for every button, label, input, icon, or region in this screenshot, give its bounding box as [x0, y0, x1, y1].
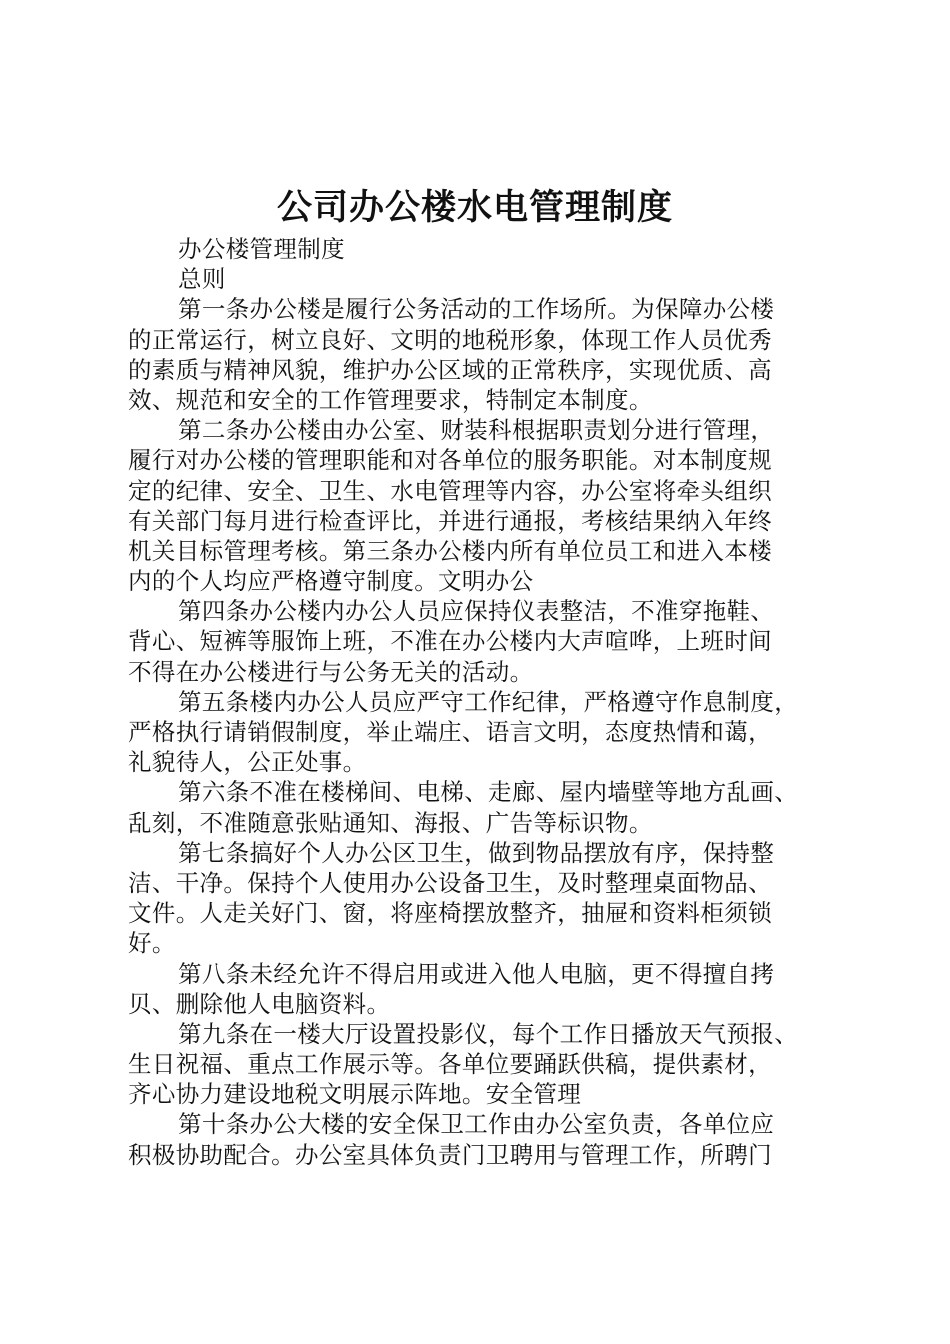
text-line: 办公楼管理制度: [178, 235, 345, 263]
text-line: 齐心协力建设地税文明展示阵地。安全管理: [128, 1080, 582, 1109]
document-body: [128, 234, 848, 1170]
text-line: 第八条未经允许不得启用或进入他人电脑，更不得擅自拷: [178, 959, 775, 988]
text-line: 的正常运行，树立良好、文明的地税形象，体现工作人员优秀: [128, 325, 772, 354]
text-line: 效、规范和安全的工作管理要求，特制定本制度。: [128, 385, 653, 414]
text-line: 好。: [128, 929, 176, 958]
text-line: 不得在办公楼进行与公务无关的活动。: [128, 657, 534, 686]
text-line: 贝、删除他人电脑资料。: [128, 989, 391, 1018]
text-line: 第一条办公楼是履行公务活动的工作场所。为保障办公楼: [178, 295, 775, 324]
text-line: 有关部门每月进行检查评比，并进行通报，考核结果纳入年终: [128, 506, 772, 535]
text-line: 第六条不准在楼梯间、电梯、走廊、屋内墙壁等地方乱画、: [178, 778, 799, 807]
text-line: 生日祝福、重点工作展示等。各单位要踊跃供稿，提供素材，: [128, 1050, 772, 1079]
text-line: 第九条在一楼大厅设置投影仪，每个工作日播放天气预报、: [178, 1019, 799, 1048]
text-line: 履行对办公楼的管理职能和对各单位的服务职能。对本制度规: [128, 446, 772, 475]
text-line: 定的纪律、安全、卫生、水电管理等内容，办公室将牵头组织: [128, 476, 772, 505]
text-line: 乱刻，不准随意张贴通知、海报、广告等标识物。: [128, 808, 653, 837]
text-line: 内的个人均应严格遵守制度。文明办公: [128, 567, 534, 596]
text-line: 洁、干净。保持个人使用办公设备卫生，及时整理桌面物品、: [128, 868, 772, 897]
text-line: 第四条办公楼内办公人员应保持仪表整洁，不准穿拖鞋、: [178, 597, 775, 626]
text-line: 第五条楼内办公人员应严守工作纪律，严格遵守作息制度，: [178, 687, 799, 716]
text-line: 第七条搞好个人办公区卫生，做到物品摆放有序，保持整: [178, 838, 775, 867]
text-line: 背心、短裤等服饰上班，不准在办公楼内大声喧哗，上班时间: [128, 627, 772, 656]
text-line: 文件。人走关好门、窗，将座椅摆放整齐，抽屉和资料柜须锁: [128, 899, 772, 928]
text-line: 严格执行请销假制度，举止端庄、语言文明，态度热情和蔼，: [128, 718, 772, 746]
text-line: 第十条办公大楼的安全保卫工作由办公室负责，各单位应: [178, 1110, 775, 1139]
text-line: 礼貌待人，公正处事。: [128, 748, 367, 777]
document-title: 公司办公楼水电管理制度: [276, 188, 673, 228]
text-line: 的素质与精神风貌，维护办公区域的正常秩序，实现优质、高: [128, 355, 772, 384]
text-line: 第二条办公楼由办公室、财装科根据职责划分进行管理，: [178, 416, 775, 445]
text-line: 积极协助配合。办公室具体负责门卫聘用与管理工作，所聘门: [128, 1140, 772, 1169]
text-line: 机关目标管理考核。第三条办公楼内所有单位员工和进入本楼: [128, 536, 772, 565]
text-line: 总则: [178, 265, 226, 294]
